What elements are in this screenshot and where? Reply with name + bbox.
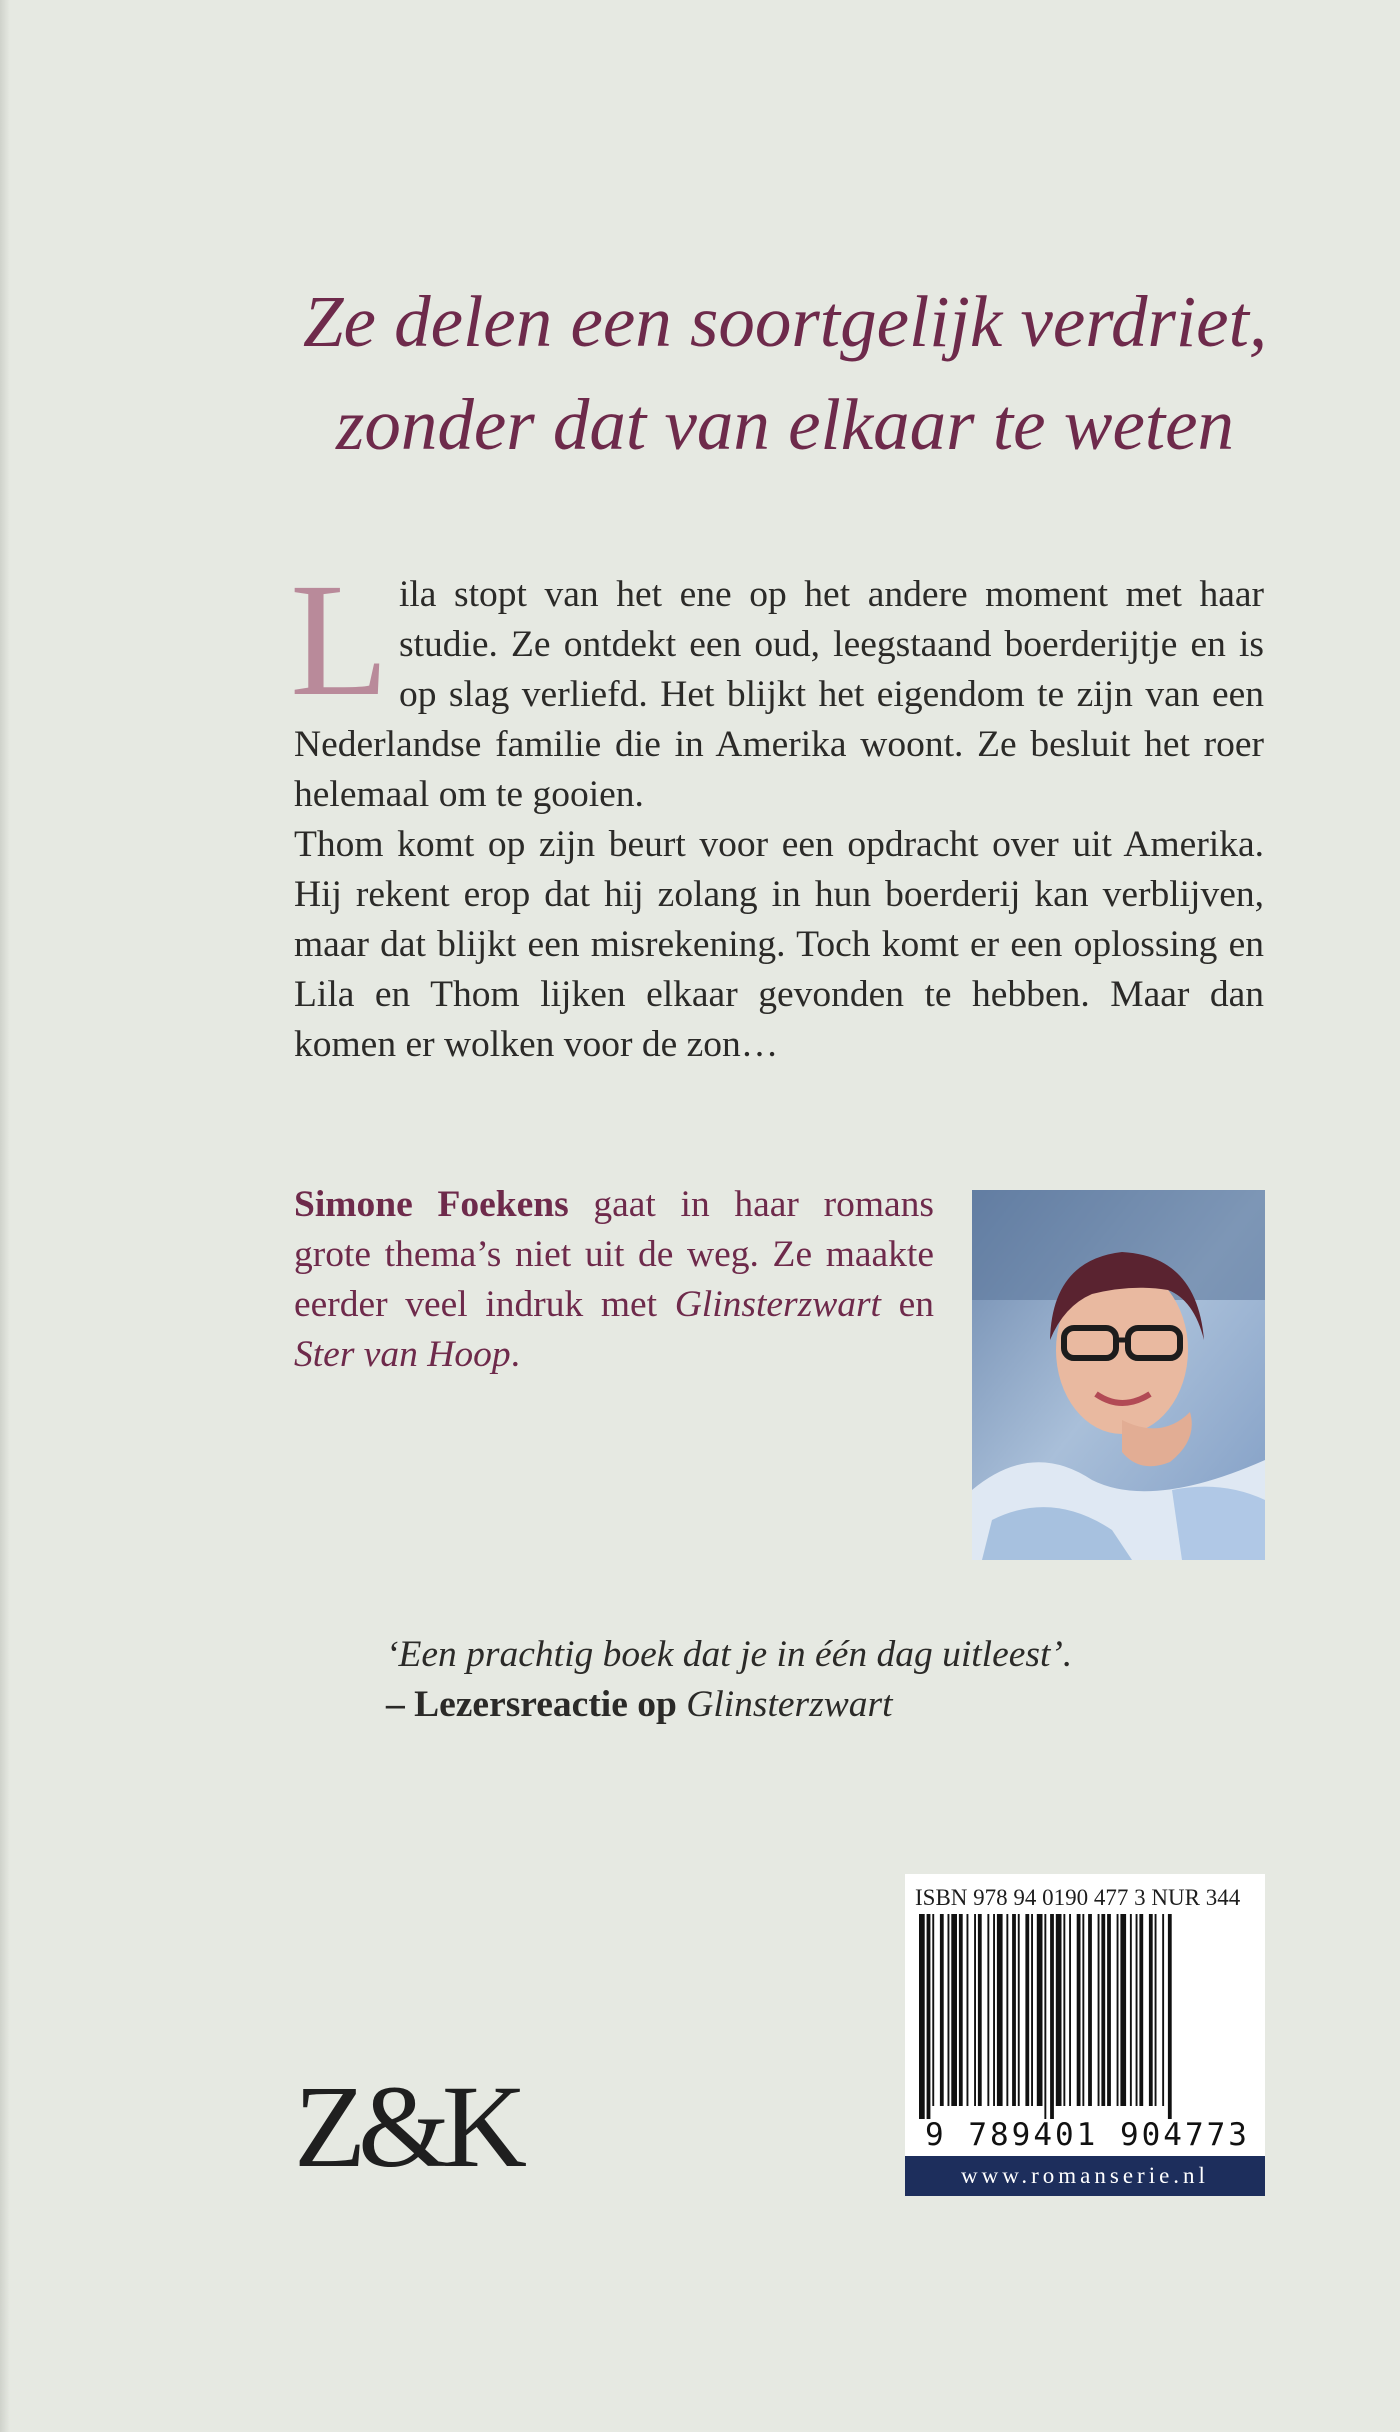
barcode-stripe: [1012, 1914, 1016, 2106]
isbn-line: ISBN 978 94 0190 477 3 NUR 344: [915, 1885, 1241, 1910]
barcode-stripe: [1117, 1914, 1119, 2106]
barcode-stripe: [1063, 1914, 1065, 2106]
barcode-stripe: [974, 1914, 976, 2106]
barcode-stripe: [978, 1914, 982, 2106]
barcode-panel: [905, 1874, 1265, 2196]
blurb-paragraph-1-text: ila stopt van het ene op het andere moment met haar studie. Ze ontdekt een oud, leegstaand boerderijtje en is op slag verliefd. Het blijkt het eigendom te zijn van een Nederlandse familie die in Amerika woont. Ze besluit het roer helemaal om te gooien.: [294, 574, 1264, 815]
barcode-stripe: [927, 1914, 931, 2119]
barcode-stripe: [1162, 1914, 1164, 2106]
barcode-stripe: [1088, 1914, 1092, 2106]
barcode-stripe: [1139, 1914, 1143, 2106]
barcode-stripe: [997, 1914, 1003, 2106]
barcode-stripe: [1025, 1914, 1029, 2106]
blurb-paragraph-2: Thom komt op zijn beurt voor een opdracht over uit Amerika. Hij rekent erop dat hij zolang in hun boerderij kan verblijven, maar dat blijkt een misrekening. Toch komt er een oplossing en Lila en Thom lijken elkaar gevonden te hebben. Maar dan komen er wolken voor de zon…: [294, 824, 1264, 1065]
barcode-stripe: [1044, 1914, 1046, 2119]
author-photo: [972, 1190, 1265, 1560]
barcode-stripe: [967, 1914, 969, 2106]
barcode-stripe: [919, 1914, 925, 2119]
barcode-stripe: [1168, 1914, 1172, 2119]
barcode-stripe: [1069, 1914, 1071, 2106]
blurb-paragraph-1: [290, 551, 1264, 820]
barcode-stripe: [1037, 1914, 1043, 2106]
headline-line-2: zonder dat van elkaar te weten: [335, 384, 1235, 465]
website-url: www.romanserie.nl: [961, 2163, 1209, 2188]
barcode-stripe: [1149, 1914, 1153, 2106]
reader-quote: [386, 1630, 1186, 1730]
barcode-stripe: [1050, 1914, 1054, 2119]
barcode-stripe: [1056, 1914, 1062, 2106]
author-bio-text-1: gaat in haar romans grote thema’s niet uit de weg. Ze maakte eerder veel indruk met: [294, 1184, 934, 1325]
barcode-stripe: [993, 1914, 995, 2106]
barcode-stripe: [959, 1914, 963, 2106]
barcode-stripe: [1018, 1914, 1020, 2106]
barcode-stripe: [1101, 1914, 1105, 2106]
barcode-stripe: [1031, 1914, 1033, 2106]
headline-line-1: Ze delen een soortgelijk verdriet,: [302, 281, 1268, 362]
barcode-stripe: [940, 1914, 944, 2106]
author-portrait-image: [972, 1190, 1265, 1560]
author-book-1: Glinsterzwart: [674, 1284, 881, 1325]
quote-source: [386, 1680, 1186, 1730]
author-book-2: Ster van Hoop: [294, 1334, 511, 1375]
author-name: Simone Foekens: [294, 1184, 569, 1225]
barcode-stripe: [948, 1914, 950, 2106]
barcode-stripe: [1098, 1914, 1100, 2106]
quote-text: ‘Een prachtig boek dat je in één dag uitleest’.: [386, 1634, 1073, 1675]
author-bio: [294, 1180, 934, 1380]
publisher-logo: Z&K: [294, 2061, 520, 2192]
barcode-stripe: [1130, 1914, 1132, 2106]
website-bar: [905, 2156, 1265, 2196]
author-bio-text-3: .: [510, 1334, 521, 1375]
quote-source-prefix: – Lezersreactie op: [386, 1684, 687, 1725]
page-edge-shade: [0, 0, 10, 2432]
quote-source-title: Glinsterzwart: [686, 1684, 893, 1725]
barcode-stripe: [1136, 1914, 1138, 2106]
barcode-stripe: [1077, 1914, 1081, 2106]
drop-cap: L: [290, 551, 389, 730]
barcode-stripe: [932, 1914, 934, 2106]
barcode-image: [915, 1914, 1255, 2119]
author-bio-text-2: en: [880, 1284, 934, 1325]
barcode-digits: 9 789401 904773: [925, 2117, 1250, 2153]
book-blurb: [290, 551, 1264, 1070]
barcode-stripe: [1120, 1914, 1126, 2106]
barcode-stripe: [951, 1914, 957, 2106]
barcode-stripe: [1006, 1914, 1008, 2106]
barcode-stripe: [1155, 1914, 1157, 2106]
headline: [280, 270, 1290, 476]
barcode-stripe: [1107, 1914, 1111, 2106]
barcode-stripe: [987, 1914, 989, 2106]
barcode-stripe: [1082, 1914, 1084, 2106]
